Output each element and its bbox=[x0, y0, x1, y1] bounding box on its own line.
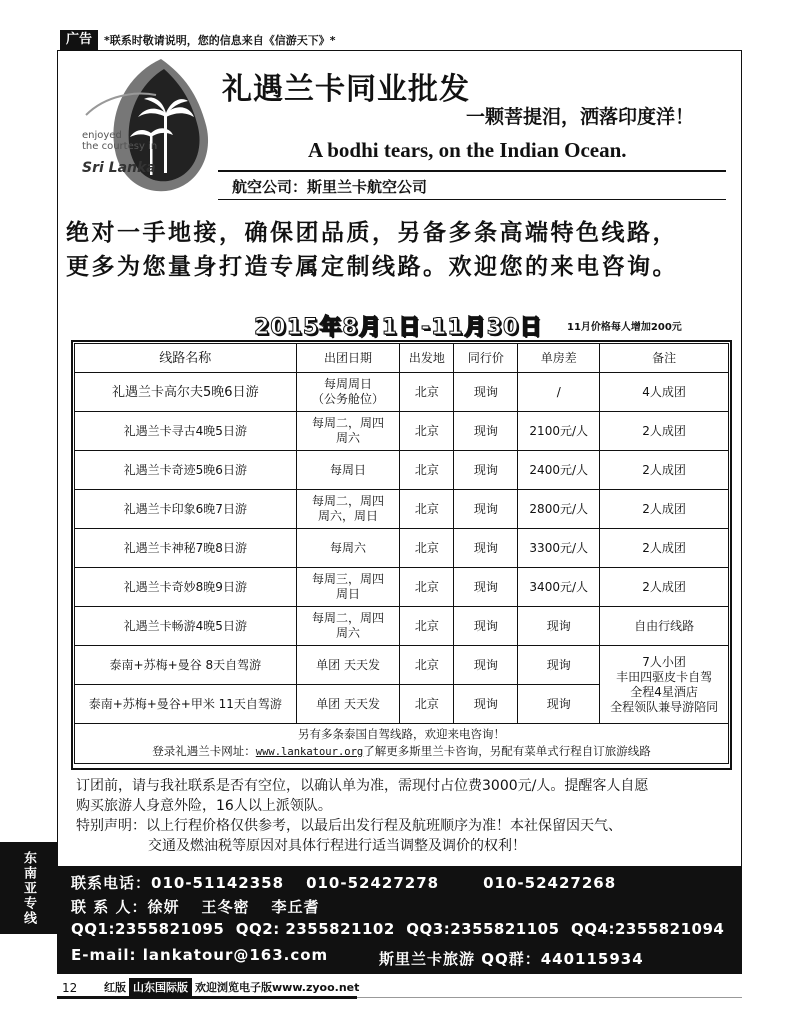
qq-number[interactable]: QQ4:2355821094 bbox=[571, 920, 725, 938]
route-from: 北京 bbox=[400, 568, 454, 607]
slogan-line1: 绝对一手地接，确保团品质，另备多条高端特色线路， bbox=[66, 220, 678, 246]
logo-brand: Sri Lanka bbox=[82, 160, 156, 176]
qq-number[interactable]: QQ1:2355821095 bbox=[71, 920, 225, 938]
qq-number[interactable]: QQ2: 2355821102 bbox=[235, 920, 395, 938]
route-price: 现询 bbox=[454, 646, 518, 685]
route-note-merged bbox=[600, 646, 729, 724]
subtitle-english: A bodhi tears, on the Indian Ocean. bbox=[308, 138, 627, 162]
route-single: 2100元/人 bbox=[518, 412, 600, 451]
col-header-from: 出发地 bbox=[400, 344, 454, 373]
table-row bbox=[75, 412, 729, 451]
contact-person: 李丘耆 bbox=[271, 898, 320, 916]
merged-note-line4: 全程领队兼导游陪同 bbox=[610, 699, 719, 714]
route-from: 北京 bbox=[400, 646, 454, 685]
phone-number[interactable]: 010-52427268 bbox=[483, 874, 617, 892]
subtitle-chinese: 一颗菩提泪，洒落印度洋！ bbox=[466, 106, 695, 128]
person-label: 联 系 人： bbox=[71, 898, 148, 916]
route-name: 礼遇兰卡寻古4晚5日游 bbox=[75, 412, 297, 451]
route-single: 2800元/人 bbox=[518, 490, 600, 529]
route-note: 2人成团 bbox=[600, 490, 729, 529]
route-date-line2: 周日 bbox=[336, 587, 361, 601]
route-note: 2人成团 bbox=[600, 568, 729, 607]
merged-note-line3: 全程4星酒店 bbox=[630, 684, 698, 699]
airline-info: 航空公司：斯里兰卡航空公司 bbox=[232, 178, 428, 196]
contact-panel bbox=[57, 866, 742, 974]
slogan-line2: 更多为您量身打造专属定制线路。欢迎您的来电咨询。 bbox=[66, 254, 678, 280]
notice-line2: 购买旅游人身意外险，16人以上派领队。 bbox=[76, 798, 332, 814]
col-header-date: 出团日期 bbox=[296, 344, 400, 373]
route-from: 北京 bbox=[400, 451, 454, 490]
route-price: 现询 bbox=[454, 568, 518, 607]
route-name: 礼遇兰卡奇妙8晚9日游 bbox=[75, 568, 297, 607]
footer-edition: 山东国际版 bbox=[129, 978, 192, 996]
footer-rule bbox=[357, 997, 742, 998]
route-note: 2人成团 bbox=[600, 412, 729, 451]
route-from: 北京 bbox=[400, 490, 454, 529]
route-date-line2: 周六，周日 bbox=[318, 509, 379, 523]
route-single: 2400元/人 bbox=[518, 451, 600, 490]
route-single: 现询 bbox=[518, 685, 600, 724]
route-date bbox=[296, 607, 400, 646]
route-date bbox=[296, 373, 400, 412]
table-row bbox=[75, 607, 729, 646]
route-single: 3400元/人 bbox=[518, 568, 600, 607]
footer-tag bbox=[104, 978, 359, 996]
price-note: 11月价格每人增加200元 bbox=[567, 322, 682, 333]
col-header-route: 线路名称 bbox=[75, 344, 297, 373]
route-date-line1: 每周三，周四 bbox=[312, 572, 385, 586]
route-from: 北京 bbox=[400, 685, 454, 724]
route-date-line2: 周六 bbox=[336, 626, 361, 640]
route-name: 礼遇兰卡奇迹5晚6日游 bbox=[75, 451, 297, 490]
route-table bbox=[74, 343, 729, 764]
notice bbox=[76, 776, 648, 856]
route-price: 现询 bbox=[454, 373, 518, 412]
merged-note-line1: 7人小团 bbox=[642, 654, 686, 669]
contact-email-line bbox=[71, 946, 328, 964]
email-address[interactable]: lankatour@163.com bbox=[142, 946, 329, 964]
logo-tagline-line1: enjoyed bbox=[82, 130, 122, 141]
divider bbox=[218, 199, 726, 200]
col-header-price: 同行价 bbox=[454, 344, 518, 373]
date-range: 2015年8月1日-11月30日 bbox=[254, 315, 543, 340]
route-date: 单团 天天发 bbox=[296, 646, 400, 685]
footer-bar bbox=[57, 996, 357, 999]
route-from: 北京 bbox=[400, 373, 454, 412]
route-single: / bbox=[518, 373, 600, 412]
slogan bbox=[66, 216, 678, 284]
table-row bbox=[75, 646, 729, 685]
table-footer-line1: 另有多条泰国自驾线路，欢迎来电咨询！ bbox=[298, 727, 505, 741]
route-date-line2: （公务舱位） bbox=[312, 392, 385, 406]
page-title: 礼遇兰卡同业批发 bbox=[222, 72, 470, 107]
route-price: 现询 bbox=[454, 529, 518, 568]
route-date-line1: 每周二，周四 bbox=[312, 416, 385, 430]
route-date-line1: 每周二，周四 bbox=[312, 494, 385, 508]
route-note: 2人成团 bbox=[600, 451, 729, 490]
website-link[interactable]: www.lankatour.org bbox=[255, 746, 364, 758]
notice-line4: 交通及燃油税等原因对具体行程进行适当调整及调价的权利！ bbox=[148, 838, 526, 854]
col-header-note: 备注 bbox=[600, 344, 729, 373]
route-date bbox=[296, 568, 400, 607]
route-date-line2: 周六 bbox=[336, 431, 361, 445]
route-single: 3300元/人 bbox=[518, 529, 600, 568]
route-note: 2人成团 bbox=[600, 529, 729, 568]
phone-number[interactable]: 010-51142358 bbox=[151, 874, 285, 892]
footer-url-label: 登录礼遇兰卡网址： bbox=[152, 744, 256, 758]
route-date-line1: 每周周日 bbox=[324, 377, 373, 391]
ad-note: *联系时敬请说明，您的信息来自《信游天下》* bbox=[104, 34, 336, 47]
route-name: 泰南+苏梅+曼谷+甲米 11天自驾游 bbox=[75, 685, 297, 724]
route-price: 现询 bbox=[454, 607, 518, 646]
table-header-row bbox=[75, 344, 729, 373]
page-number: 12 bbox=[62, 981, 78, 995]
route-price: 现询 bbox=[454, 685, 518, 724]
col-header-single: 单房差 bbox=[518, 344, 600, 373]
route-note: 自由行线路 bbox=[600, 607, 729, 646]
merged-note-line2: 丰田四驱皮卡自驾 bbox=[616, 669, 713, 684]
route-date bbox=[296, 490, 400, 529]
table-row bbox=[75, 568, 729, 607]
contact-person-line bbox=[71, 896, 320, 917]
notice-line3: 特别声明：以上行程价格仅供参考，以最后出发行程及航班顺序为准！本社保留因天气、 bbox=[76, 818, 622, 834]
contact-person: 徐妍 bbox=[147, 898, 180, 916]
logo-tagline-line2: the courtesy in bbox=[82, 141, 158, 152]
table-footer-row bbox=[75, 724, 729, 764]
route-price: 现询 bbox=[454, 412, 518, 451]
table-row bbox=[75, 529, 729, 568]
route-date: 单团 天天发 bbox=[296, 685, 400, 724]
route-from: 北京 bbox=[400, 529, 454, 568]
table-row bbox=[75, 373, 729, 412]
route-from: 北京 bbox=[400, 607, 454, 646]
table-row bbox=[75, 451, 729, 490]
section-side-tab bbox=[0, 842, 57, 934]
route-single: 现询 bbox=[518, 607, 600, 646]
contact-person: 王冬密 bbox=[201, 898, 250, 916]
phone-number[interactable]: 010-52427278 bbox=[306, 874, 440, 892]
route-single: 现询 bbox=[518, 646, 600, 685]
table-footer bbox=[75, 724, 729, 764]
footer-label: 红版 bbox=[104, 981, 126, 994]
route-date: 每周日 bbox=[296, 451, 400, 490]
notice-line1: 订团前，请与我社联系是否有空位，以确认单为准，需现付占位费3000元/人。提醒客人自愿 bbox=[76, 778, 649, 794]
logo-tagline bbox=[82, 130, 157, 152]
table-footer-line2 bbox=[75, 743, 728, 761]
route-date bbox=[296, 412, 400, 451]
email-label: E-mail: bbox=[71, 946, 137, 964]
route-price: 现询 bbox=[454, 490, 518, 529]
phone-label: 联系电话： bbox=[71, 874, 152, 892]
table-row bbox=[75, 490, 729, 529]
route-name: 泰南+苏梅+曼谷 8天自驾游 bbox=[75, 646, 297, 685]
footer-url-desc: 了解更多斯里兰卡咨询，另配有菜单式行程自订旅游线路 bbox=[363, 744, 651, 758]
route-price: 现询 bbox=[454, 451, 518, 490]
ad-bar bbox=[60, 30, 336, 50]
qq-group[interactable]: 斯里兰卡旅游 QQ群：440115934 bbox=[379, 950, 644, 968]
ad-tag: 广告 bbox=[60, 30, 98, 50]
route-name: 礼遇兰卡畅游4晚5日游 bbox=[75, 607, 297, 646]
route-name: 礼遇兰卡印象6晚7日游 bbox=[75, 490, 297, 529]
divider bbox=[218, 170, 726, 172]
route-date: 每周六 bbox=[296, 529, 400, 568]
footer-site[interactable]: 欢迎浏览电子版www.zyoo.net bbox=[195, 981, 360, 994]
route-note: 4人成团 bbox=[600, 373, 729, 412]
route-from: 北京 bbox=[400, 412, 454, 451]
section-side-tab-label: 东南亚专线 bbox=[21, 850, 36, 926]
contact-qq-line bbox=[71, 920, 724, 938]
contact-phone-line bbox=[71, 872, 616, 893]
qq-number[interactable]: QQ3:2355821105 bbox=[406, 920, 560, 938]
route-name: 礼遇兰卡高尔夫5晚6日游 bbox=[75, 373, 297, 412]
route-date-line1: 每周二，周四 bbox=[312, 611, 385, 625]
route-name: 礼遇兰卡神秘7晚8日游 bbox=[75, 529, 297, 568]
